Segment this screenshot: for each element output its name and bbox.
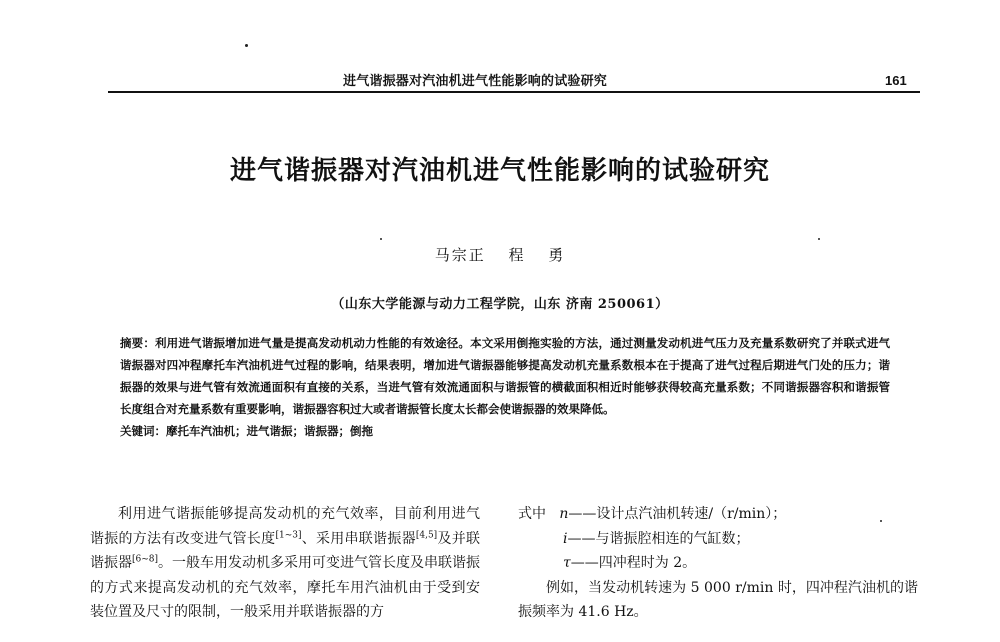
symbol: τ <box>563 555 571 571</box>
body-paragraph: 例如，当发动机转速为 5 000 r/min 时，四冲程汽油机的谐振频率为 41.6 Hz。 <box>518 579 918 620</box>
body-paragraph <box>90 502 480 625</box>
author-name: 马宗正 <box>434 246 486 264</box>
article-title: 进气谐振器对汽油机进气性能影响的试验研究 <box>229 156 770 186</box>
symbol: i <box>563 530 568 547</box>
abstract-text: 利用进气谐振增加进气量是提高发动机动力性能的有效途径。本文采用倒拖实验的方法，通过测量发动机进气压力及充量系数研究了并联式进气谐振器对四冲程摩托车汽油机进气过程的影响，结果表明，增加进气谐振器能够提高发动机充量系数根本在于提高了进气过程后期进气门处的压力；谐振器的效果与进气管有效流通面积有直接的关系，当进气管有效流通面积与谐振管的横截面积相近时能够获得较高充量系数；不同谐振器容积和谐振管长度组合对充量系数有重要影响，谐振器容积过大或者谐振管长度太长都会使谐振器的效果降低。 <box>120 336 891 416</box>
definition-line <box>518 502 918 527</box>
scan-speck <box>380 238 382 240</box>
author-name: 程 勇 <box>508 246 566 264</box>
body-text: 及并联谐振器 <box>90 530 480 571</box>
definition-line <box>518 551 918 576</box>
scan-speck <box>245 44 248 47</box>
affiliation: （山东大学能源与动力工程学院，山东 济南 250061） <box>331 297 669 312</box>
where-label: 式中 <box>518 506 546 522</box>
body-column-right <box>518 502 918 625</box>
keywords-text: 摩托车汽油机；进气谐振；谐振器；倒拖 <box>166 424 373 438</box>
definition-text: ——设计点汽油机转速/（r/min）； <box>568 506 787 522</box>
keywords-line <box>120 420 890 442</box>
abstract-paragraph <box>120 332 890 420</box>
abstract-block <box>120 332 890 442</box>
scan-speck <box>818 238 820 240</box>
body-text: 利用进气谐振能够提高发动机的充气效率，目前利用进气谐振的方法有改变进气管长度 <box>90 506 480 547</box>
running-header-title: 进气谐振器对汽油机进气性能影响的试验研究 <box>343 74 608 89</box>
author-list <box>0 244 1000 265</box>
page-number: 161 <box>885 73 907 88</box>
abstract-label: 摘要： <box>120 336 156 350</box>
symbol: n <box>559 506 569 522</box>
definition-text: ——与谐振腔相连的气缸数； <box>567 530 750 547</box>
citation: [1~3] <box>275 529 302 540</box>
scan-speck <box>880 520 882 522</box>
definition-line <box>518 527 918 552</box>
body-text: 、采用串联谐振器 <box>301 530 416 547</box>
body-column-left <box>90 502 480 625</box>
citation: [6~8] <box>132 554 159 565</box>
body-text: 。一般车用发动机多采用可变进气管长度及串联谐振的方式来提高发动机的充气效率，摩托车用汽油机由于受到安装位置及尺寸的限制，一般采用并联谐振器的方 <box>90 555 481 620</box>
citation: [4,5] <box>415 529 438 540</box>
definition-text: ——四冲程时为 2。 <box>570 555 697 571</box>
keywords-label: 关键词： <box>120 424 166 438</box>
header-rule <box>108 91 920 93</box>
